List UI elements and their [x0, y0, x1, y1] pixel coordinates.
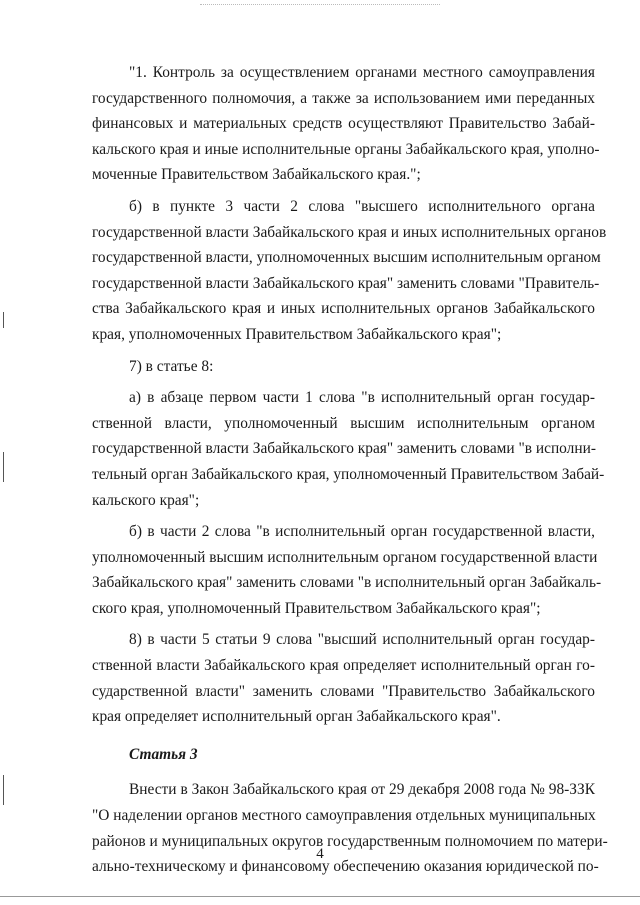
- margin-mark: [3, 775, 4, 805]
- paragraph-line: сударственной власти" заменить словами "Правительство Забайкальского: [92, 682, 595, 700]
- paragraph-line: б) в части 2 слова "в исполнительный орган государственной власти,: [129, 523, 595, 541]
- paragraph: [92, 385, 605, 513]
- paragraph-line: ственной власти Забайкальского края определяет исполнительный орган го-: [92, 657, 595, 675]
- paragraph: [92, 777, 608, 879]
- paragraph-line: 7) в статье 8:: [129, 357, 214, 375]
- paragraph-line: ства Забайкальского края и иных исполнительных органов Забайкальского: [92, 300, 595, 318]
- paragraph-line: моченные Правительством Забайкальского края.";: [92, 166, 421, 184]
- paragraph-line: а) в абзаце первом части 1 слова "в исполнительный орган государ-: [129, 389, 595, 407]
- paragraph-line: государственной власти Забайкальского края" заменить словами "Правитель-: [92, 274, 600, 292]
- paragraph: [92, 354, 595, 380]
- paragraph-line: уполномоченный высшим исполнительным органом государственной власти: [92, 548, 598, 566]
- paragraph-line: края определяет исполнительный орган Забайкальского края".: [92, 708, 501, 726]
- paragraph-line: б) в пункте 3 части 2 слова "высшего исполнительного органа: [129, 197, 595, 215]
- paragraph-line: государственной власти Забайкальского края и иных исполнительных органов: [92, 223, 607, 241]
- paragraph: [92, 519, 602, 621]
- paragraph-line: районов и муниципальных округов государственным полномочием по матери-: [92, 832, 608, 850]
- paragraph: [92, 627, 595, 729]
- paragraph: [92, 60, 600, 188]
- paragraph-line: Забайкальского края" заменить словами "в исполнительный орган Забайкаль-: [92, 574, 602, 592]
- paragraph: [92, 194, 607, 348]
- margin-mark: [3, 452, 4, 482]
- paragraph-line: края, уполномоченных Правительством Забайкальского края";: [92, 325, 502, 343]
- paragraph-line: государственного полномочия, а также за использованием ими переданных: [92, 89, 595, 107]
- page-number: 4: [316, 846, 324, 862]
- paragraph-line: "О наделении органов местного самоуправления отдельных муниципальных: [92, 807, 596, 825]
- paragraph-line: государственной власти, уполномоченных высшим исполнительным органом: [92, 249, 601, 267]
- paragraph-line: тельный орган Забайкальского края, уполномоченный Правительством Забай-: [92, 465, 605, 483]
- document-body: [92, 60, 608, 886]
- paragraph-line: финансовых и материальных средств осуществляют Правительство Забай-: [92, 115, 595, 133]
- paragraph-line: ского края, уполномоченный Правительством Забайкальского края";: [92, 599, 541, 617]
- paragraph-line: государственной власти Забайкальского края" заменить словами "в исполни-: [92, 440, 596, 458]
- paragraph-line: ально-техническому и финансовому обеспечению оказания юридической по-: [92, 858, 599, 876]
- paragraph-line: ственной власти, уполномоченный высшим исполнительным органом: [92, 414, 595, 432]
- margin-mark: [3, 312, 4, 328]
- scan-noise: [200, 4, 440, 6]
- paragraph-line: 8) в части 5 статьи 9 слова "высший исполнительный орган государ-: [129, 631, 595, 649]
- page-bottom-edge: [0, 896, 640, 897]
- paragraph-line: кальского края";: [92, 491, 200, 509]
- paragraph-line: кальского края и иные исполнительные органы Забайкальского края, уполно-: [92, 140, 600, 158]
- article-heading: Статья 3: [129, 745, 198, 763]
- paragraph-line: "1. Контроль за осуществлением органами местного самоуправления: [129, 64, 595, 81]
- paragraph-line: Внести в Закон Забайкальского края от 29 декабря 2008 года № 98-ЗЗК: [129, 781, 595, 799]
